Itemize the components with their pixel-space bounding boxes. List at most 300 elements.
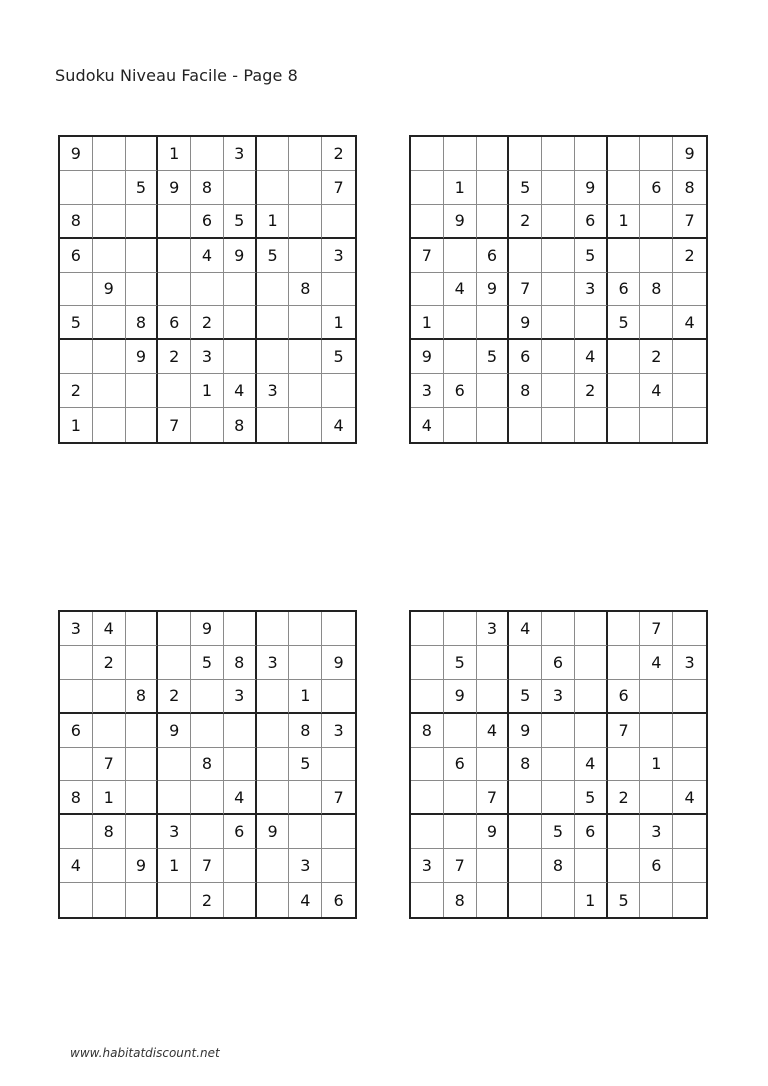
sudoku-cell: 9 [673,137,706,171]
sudoku-cell: 6 [60,714,93,748]
sudoku-cell [640,137,673,171]
sudoku-cell: 5 [509,171,542,205]
sudoku-cell [257,408,290,442]
sudoku-cell: 5 [224,205,257,239]
sudoku-cell: 9 [191,612,224,646]
sudoku-cell: 5 [608,883,641,917]
sudoku-cell [60,340,93,374]
sudoku-cell [191,680,224,714]
sudoku-cell: 3 [191,340,224,374]
sudoku-cell [575,680,608,714]
sudoku-cell [289,612,322,646]
sudoku-cell: 9 [477,815,510,849]
sudoku-cell [126,883,159,917]
sudoku-cell [575,849,608,883]
sudoku-cell [411,781,444,815]
sudoku-cell [411,815,444,849]
sudoku-cell [509,137,542,171]
sudoku-cell [411,612,444,646]
sudoku-cell: 8 [60,205,93,239]
sudoku-cell: 8 [289,714,322,748]
sudoku-cell: 7 [322,171,355,205]
sudoku-cell [640,883,673,917]
sudoku-cell: 9 [158,171,191,205]
sudoku-cell [93,306,126,340]
sudoku-cell [444,306,477,340]
sudoku-cell [509,781,542,815]
sudoku-cell [542,714,575,748]
sudoku-cell [477,408,510,442]
sudoku-cell: 3 [224,137,257,171]
sudoku-cell [640,781,673,815]
sudoku-cell: 9 [60,137,93,171]
page-title: Sudoku Niveau Facile - Page 8 [55,66,298,85]
sudoku-cell [444,239,477,273]
sudoku-cell: 3 [322,239,355,273]
sudoku-cell [640,408,673,442]
sudoku-cell [93,239,126,273]
sudoku-cell [322,374,355,408]
sudoku-cell: 2 [191,883,224,917]
sudoku-cell: 8 [509,374,542,408]
sudoku-cell: 3 [542,680,575,714]
sudoku-cell: 1 [640,748,673,782]
sudoku-cell: 7 [477,781,510,815]
sudoku-cell: 2 [509,205,542,239]
sudoku-cell [542,781,575,815]
sudoku-cell: 3 [257,646,290,680]
sudoku-cell: 8 [126,306,159,340]
sudoku-cell [257,883,290,917]
sudoku-cell [673,748,706,782]
sudoku-cell: 5 [126,171,159,205]
sudoku-cell: 7 [509,273,542,307]
sudoku-cell [509,849,542,883]
sudoku-cell: 9 [477,273,510,307]
sudoku-cell: 8 [126,680,159,714]
sudoku-cell: 3 [224,680,257,714]
sudoku-cell [289,171,322,205]
sudoku-cell [509,239,542,273]
sudoku-cell: 3 [477,612,510,646]
sudoku-cell: 4 [509,612,542,646]
sudoku-cell [289,306,322,340]
sudoku-cell [575,137,608,171]
sudoku-cell: 2 [158,340,191,374]
sudoku-cell: 6 [191,205,224,239]
sudoku-cell: 6 [333,890,344,910]
sudoku-cell: 9 [322,646,355,680]
sudoku-cell [93,714,126,748]
sudoku-cell: 9 [411,340,444,374]
sudoku-cell: 7 [411,239,444,273]
sudoku-cell: 4 [444,273,477,307]
sudoku-cell [224,340,257,374]
sudoku-cell [191,137,224,171]
sudoku-cell [640,239,673,273]
sudoku-cell [542,137,575,171]
sudoku-cell [60,171,93,205]
sudoku-cell [640,714,673,748]
sudoku-cell: 5 [542,815,575,849]
sudoku-cell [224,171,257,205]
sudoku-cell: 8 [224,408,257,442]
sudoku-cell [191,815,224,849]
sudoku-cell: 8 [289,273,322,307]
sudoku-grid-3 [58,610,357,919]
sudoku-cell [60,815,93,849]
sudoku-cell [477,374,510,408]
sudoku-cell [289,374,322,408]
sudoku-cell [289,239,322,273]
sudoku-cell: 5 [191,646,224,680]
sudoku-cell [444,815,477,849]
sudoku-cell [93,849,126,883]
sudoku-cell: 6 [444,748,477,782]
sudoku-cell: 7 [322,781,355,815]
sudoku-cell [126,239,159,273]
sudoku-cell [673,815,706,849]
sudoku-cell [93,374,126,408]
sudoku-cell [477,748,510,782]
sudoku-cell [93,680,126,714]
sudoku-cell [224,273,257,307]
sudoku-cell [224,612,257,646]
sudoku-cell: 4 [640,646,673,680]
sudoku-cell [640,306,673,340]
sudoku-cell: 7 [191,849,224,883]
sudoku-cell [542,408,575,442]
sudoku-cell: 5 [575,239,608,273]
sudoku-cell: 1 [158,137,191,171]
sudoku-cell: 2 [191,306,224,340]
sudoku-cell [542,239,575,273]
sudoku-cell: 4 [333,415,344,435]
sudoku-cell [126,815,159,849]
sudoku-cell: 4 [575,748,608,782]
sudoku-cell: 5 [257,239,290,273]
sudoku-cell [191,714,224,748]
sudoku-cell: 8 [191,171,224,205]
sudoku-cell [509,408,542,442]
sudoku-cell [640,680,673,714]
sudoku-cell: 1 [608,205,641,239]
sudoku-cell [509,883,542,917]
sudoku-cell: 9 [126,849,159,883]
sudoku-cell [322,680,355,714]
sudoku-cell [542,273,575,307]
sudoku-cell: 6 [640,171,673,205]
sudoku-cell [542,306,575,340]
sudoku-cell: 5 [60,306,93,340]
sudoku-cell [542,374,575,408]
sudoku-cell: 5 [444,646,477,680]
sudoku-cell [444,612,477,646]
sudoku-cell [673,340,706,374]
sudoku-cell [224,849,257,883]
sudoku-cell: 9 [575,171,608,205]
sudoku-cell [126,612,159,646]
sudoku-cell [608,137,641,171]
sudoku-cell [289,408,322,442]
sudoku-cell [322,273,355,307]
sudoku-cell [126,714,159,748]
sudoku-cell [257,612,290,646]
sudoku-cell: 8 [509,748,542,782]
sudoku-cell: 6 [575,205,608,239]
sudoku-cell [575,612,608,646]
sudoku-cell [126,646,159,680]
sudoku-cell: 6 [608,680,641,714]
sudoku-cell: 9 [158,714,191,748]
sudoku-cell [224,883,257,917]
sudoku-cell: 1 [60,408,93,442]
sudoku-cell: 8 [542,849,575,883]
sudoku-cell [673,714,706,748]
sudoku-cell [158,205,191,239]
sudoku-cell: 3 [322,714,355,748]
sudoku-cell [158,612,191,646]
sudoku-cell [640,205,673,239]
sudoku-cell [60,646,93,680]
sudoku-cell [126,748,159,782]
sudoku-cell [126,781,159,815]
sudoku-cell [477,306,510,340]
sudoku-cell [673,680,706,714]
sudoku-cell: 2 [60,374,93,408]
sudoku-cell: 9 [444,680,477,714]
sudoku-cell [608,408,641,442]
sudoku-cell [224,748,257,782]
sudoku-cell: 6 [509,340,542,374]
sudoku-cell: 4 [289,883,322,917]
sudoku-cell [257,680,290,714]
sudoku-cell: 6 [575,815,608,849]
sudoku-cell [60,883,93,917]
sudoku-cell [158,883,191,917]
sudoku-cell [477,883,510,917]
sudoku-cell [575,646,608,680]
sudoku-cell: 5 [289,748,322,782]
sudoku-cell [477,137,510,171]
sudoku-cell [444,408,477,442]
sudoku-cell: 6 [60,239,93,273]
sudoku-grid-1 [58,135,357,444]
sudoku-cell: 6 [608,273,641,307]
sudoku-cell: 1 [289,680,322,714]
sudoku-cell [477,171,510,205]
sudoku-cell [411,883,444,917]
sudoku-cell: 4 [411,408,444,442]
sudoku-cell: 3 [289,849,322,883]
sudoku-cell: 3 [411,849,444,883]
sudoku-cell [608,374,641,408]
sudoku-cell: 5 [575,781,608,815]
sudoku-cell: 7 [158,408,191,442]
sudoku-cell: 8 [224,646,257,680]
sudoku-cell [289,815,322,849]
sudoku-cell [322,748,355,782]
sudoku-cell [60,273,93,307]
sudoku-cell [126,273,159,307]
sudoku-cell [257,306,290,340]
sudoku-cell [542,171,575,205]
sudoku-cell [322,849,355,883]
sudoku-cell: 9 [509,306,542,340]
sudoku-cell: 4 [673,306,706,340]
sudoku-cell: 5 [322,340,355,374]
sudoku-cell [93,137,126,171]
sudoku-cell: 4 [224,781,257,815]
sudoku-cell [257,171,290,205]
sudoku-cell: 2 [575,374,608,408]
sudoku-cell [257,273,290,307]
sudoku-cell [411,171,444,205]
sudoku-cell: 3 [158,815,191,849]
sudoku-cell: 6 [477,239,510,273]
sudoku-cell: 1 [158,849,191,883]
sudoku-cell [93,205,126,239]
sudoku-cell [542,340,575,374]
sudoku-cell [257,748,290,782]
sudoku-cell [289,340,322,374]
sudoku-cell: 2 [673,239,706,273]
sudoku-cell [93,171,126,205]
sudoku-cell: 9 [93,273,126,307]
sudoku-cell: 1 [444,171,477,205]
sudoku-cell [509,646,542,680]
sudoku-cell: 8 [60,781,93,815]
sudoku-cell [509,815,542,849]
sudoku-cell: 3 [673,646,706,680]
sudoku-cell [444,781,477,815]
sudoku-cell [191,781,224,815]
sudoku-cell [575,306,608,340]
sudoku-cell [477,680,510,714]
sudoku-cell: 3 [640,815,673,849]
sudoku-cell: 9 [509,714,542,748]
sudoku-cell: 7 [93,748,126,782]
sudoku-cell [257,849,290,883]
sudoku-cell [477,646,510,680]
sudoku-cell [411,137,444,171]
sudoku-cell [289,205,322,239]
sudoku-cell [224,306,257,340]
sudoku-cell [322,612,355,646]
sudoku-cell: 4 [224,374,257,408]
sudoku-cell [673,612,706,646]
sudoku-cell [158,781,191,815]
sudoku-cell [673,408,706,442]
sudoku-cell [60,680,93,714]
sudoku-cell [411,646,444,680]
sudoku-cell [126,374,159,408]
footer-url: www.habitatdiscount.net [70,1046,220,1060]
sudoku-cell: 2 [608,781,641,815]
sudoku-cell [444,714,477,748]
sudoku-cell [411,273,444,307]
sudoku-cell: 4 [640,374,673,408]
sudoku-cell: 2 [322,137,355,171]
sudoku-cell [289,781,322,815]
sudoku-cell [673,374,706,408]
sudoku-cell: 5 [477,340,510,374]
sudoku-cell [542,883,575,917]
sudoku-cell: 7 [608,714,641,748]
sudoku-cell [158,273,191,307]
sudoku-cell: 1 [411,306,444,340]
sudoku-cell: 6 [444,374,477,408]
sudoku-cell: 7 [673,205,706,239]
sudoku-cell [60,748,93,782]
sudoku-cell: 4 [60,849,93,883]
sudoku-cell: 3 [60,612,93,646]
sudoku-cell: 9 [444,205,477,239]
sudoku-cell [224,714,257,748]
sudoku-cell [191,408,224,442]
sudoku-cell [411,748,444,782]
sudoku-cell [93,883,126,917]
sudoku-cell [608,849,641,883]
sudoku-cell: 3 [575,273,608,307]
sudoku-cell: 4 [477,714,510,748]
sudoku-cell [257,781,290,815]
sudoku-cell [608,815,641,849]
sudoku-cell: 1 [575,883,608,917]
sudoku-grid-2 [409,135,708,444]
sudoku-cell [191,273,224,307]
sudoku-cell [322,815,355,849]
sudoku-cell [608,748,641,782]
sudoku-cell: 3 [411,374,444,408]
sudoku-cell: 6 [224,815,257,849]
sudoku-grid-4 [409,610,708,919]
sudoku-cell: 7 [640,612,673,646]
sudoku-cell: 6 [542,646,575,680]
sudoku-cell: 1 [191,374,224,408]
sudoku-cell: 2 [640,340,673,374]
sudoku-cell [673,883,706,917]
sudoku-cell: 1 [322,306,355,340]
sudoku-cell: 8 [444,883,477,917]
sudoku-cell [542,205,575,239]
sudoku-cell: 8 [640,273,673,307]
sudoku-cell: 8 [411,714,444,748]
sudoku-cell [93,340,126,374]
sudoku-cell: 6 [158,306,191,340]
sudoku-cell [158,374,191,408]
sudoku-cell [542,612,575,646]
sudoku-cell [126,137,159,171]
sudoku-cell [608,171,641,205]
sudoku-cell [126,205,159,239]
sudoku-cell [444,340,477,374]
sudoku-cell [608,646,641,680]
sudoku-cell [93,408,126,442]
sudoku-cell [575,714,608,748]
sudoku-cell [411,205,444,239]
sudoku-cell: 2 [93,646,126,680]
sudoku-cell [158,239,191,273]
sudoku-cell [477,849,510,883]
sudoku-cell [608,340,641,374]
sudoku-cell: 1 [93,781,126,815]
sudoku-cell: 9 [224,239,257,273]
sudoku-cell: 4 [673,781,706,815]
sudoku-cell [608,612,641,646]
sudoku-cell [411,680,444,714]
sudoku-cell: 3 [257,374,290,408]
